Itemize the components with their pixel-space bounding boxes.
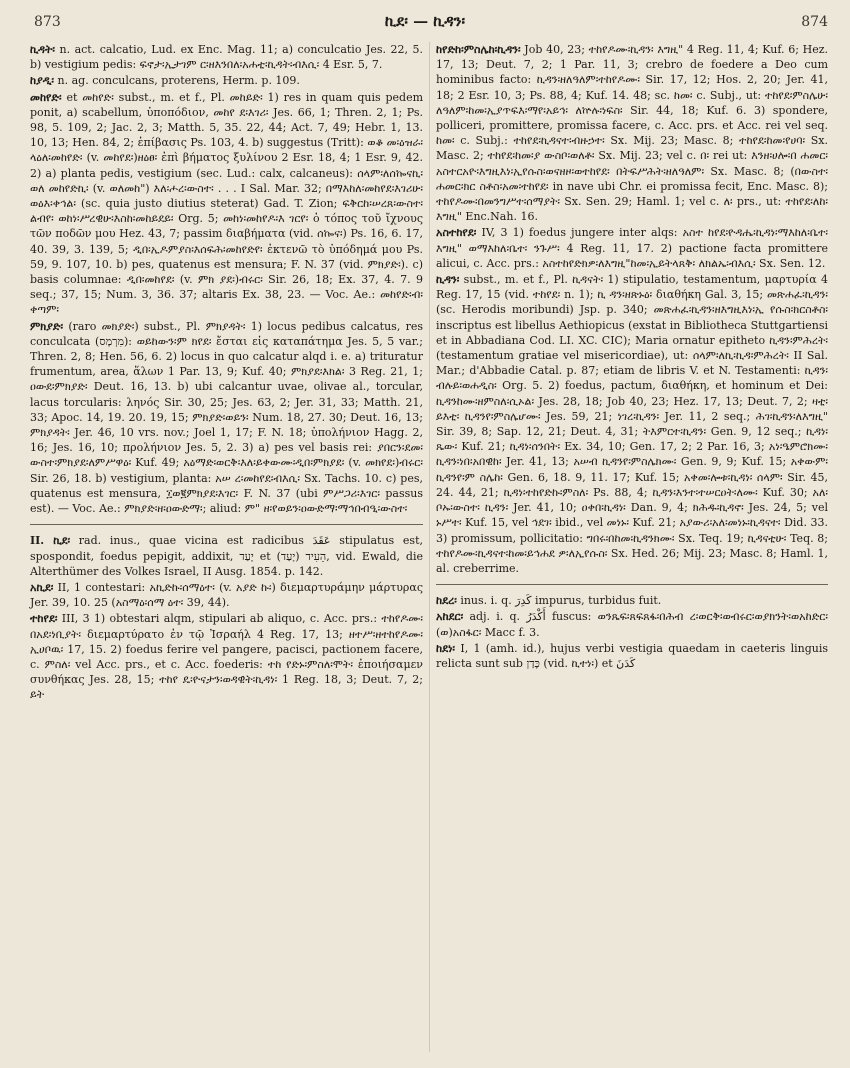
- dictionary-entry: [30, 580, 423, 610]
- entry-text: subst., m. et f., Pl. ኪዳናት፡ 1) stipulatio, testamentum, μαρτυρία 4 Reg. 17, 15 (vid. ተከየደ፡ n. 1); ኪ ዳን፡ዘጽኑዕ፡ διαθήκη Gal. 3, 15; መጽሐፈ፡ኪዳን፡ (sc. Herodis moribundi) Jsp. p. 340; መጽሐፈ፡ኪዳን፡ዘእግዚእነ፡ኢ የሱስ፡ክርስቶስ፡ inscriptus est libellus Aethiopicus (exstat in Bibliotheca Stuttgartiensi et in Abbadiana Cod. LI. XC. CIC); Maria ornatur epitheto ኪዳን፡ምሕረት፡ (testamentum gratiae vel misericordiae), ut: ሰላም፡ለኪ፡ኪዳ፡ምሕረት፡ II Sal. Mar.; d'Abbadie Catal. p. 87; etiam de libris V. et N. Testamenti: ኪዳን፡ብሉይ፡ወሐዲስ፡ Org. 5. 2) foedus, pactum, διαθήκη, et hominum et Dei: ኪዳንከሙ፡ዘምስለ፡ሲኦል፡ Jes. 28, 18; Job 40, 23; Hez. 17, 13; Deut. 7, 2; ዛቲ፡ይእቲ፡ ኪዳንየ፡ምስሌሆሙ፡ Jes. 59, 21; ነገረ፡ኪዳን፡ Jer. 11, 2 seq.; ሕገ፡ኪዳን፡ለእግዚ" Sir. 39, 8; Sap. 12, 21; Deut. 4, 31; ትእምርተ፡ኪዳን፡ Gen. 9, 12 seq.; ኪዳነ፡ጼው፡ Kuf. 21; ኪዳነ፡ሰንበት፡ Ex. 34, 10; Gen. 17, 2; 2 Par. 16, 3; አነ፡ዔምሮክሙ፡ኪዳን፡ነበ፡አበዊከ፡ Jer. 41, 13; አሠብ ኪዳንየ፡ምስሌክሙ፡ Gen. 9, 9; Kuf. 15; አቀውም፡ኪዳንየ፡ም ስሌከ፡ Gen. 6, 18. 9, 11. 17; Kuf. 15; አቀመ፡ሎቱ፡ኪዳነ፡ ሰላም፡ Sir. 45, 24. 44, 21; ኪዳነ፡ተከየድኩ፡ምስለ፡ Ps. 88, 4; ኪዳን፡እንተ፡ተሠርዐት፡ለሙ፡ Kuf. 30; አለ፡ቦኡ፡ውስተ፡ ኪዳን፡ Jer. 41, 10; ዐቀበ፡ኪዳነ፡ Dan. 9, 4; ክሕዱ፡ኪዳኖ፡ Jes. 24, 5; vel ኑሥተ፡ Kuf. 15, vel ኅደገ፡ ibid., vel መነኑ፡ Kuf. 21; አያውሪ፡አለ፡መነኑ፡ኪዳናተ፡ Did. 33. 3) promissum, pollicitatio: ግበሩ፡በከመ፡ኪዳንክሙ፡ Sx. Teq. 19; ኪዳናቲሁ፡ Teq. 8; ተከየዶሙ፡ኪዳናተ፡ከመ፡ይኅሐደ ዎ፡ለኢየሱስ፡ Sx. Hed. 26; Mij. 23; Masc. 8; Haml. 1, al. creberrime.: [436, 273, 828, 575]
- left-column: [30, 42, 423, 704]
- entry-text: inus. i. q. كَدِرَ impurus, turbidus fuit.: [460, 594, 662, 608]
- dictionary-entry: [436, 42, 828, 224]
- section-divider: [30, 524, 423, 525]
- dictionary-entry: [436, 272, 828, 576]
- entry-lemma: ኪዳን፡: [436, 273, 460, 287]
- dictionary-entry: [30, 533, 423, 579]
- running-head: ኪደ፡ — ኪዳን፡: [384, 12, 466, 30]
- entry-lemma: ከደነ፡: [436, 641, 456, 655]
- page-number-right: 874: [801, 14, 828, 30]
- right-column: [436, 42, 828, 672]
- entry-lemma: መከየድ፡: [30, 90, 62, 104]
- entry-lemma: ኪዳት፡: [30, 43, 55, 56]
- dictionary-entry: [30, 611, 423, 702]
- column-divider: [429, 42, 430, 1052]
- entry-text: rad. inus., quae vicina est radicibus عَقَدَ stipulatus est, spospondit, foedus pepigit, addixit, יָעַד et (יָעַד) הֵעִיד, vid. Ewald, die Alterthümer des Volkes Israel, II Ausg. 1854. p. 142.: [30, 534, 424, 578]
- entry-lemma: II. ኪደ፡: [30, 534, 71, 548]
- entry-lemma: ተከየደ፡: [30, 612, 58, 626]
- page-number-left: 873: [34, 14, 61, 30]
- entry-text: n. ag. conculcans, proterens, Herm. p. 109.: [57, 74, 300, 88]
- dictionary-entry: [30, 90, 423, 318]
- entry-text: et መከየድ፡ subst., m. et f., Pl. መከይድ፡ 1) res in quam quis pedem ponit, a) scabellum, ὑποπόδιον, መከየ ደ፡እገሪ፡ Jes. 66, 1; Thren. 2, 1; Ps. 98, 5. 109, 2; Jac. 2, 3; Matth. 5, 35. 22, 44; Act. 7, 49; Hebr. 1, 13. 10, 13; Hen. 84, 2; ἐπίβασις Ps. 103, 4. b) suggestus (Tritt): ወቆ መ፡ዕዝራ፡ላዕለ፡መከየድ፡ (v. መከየደ፡)ዘዕፀ፡ ἐπὶ βήματος ξυλίνου 2 Esr. 18, 4; 1 Esr. 9, 42. 2) a) planta pedis, vestigium (sec. Lud.: calx, calcaneus): ሰላም፡ለሰኰናኪ፡ወለ መከየድኪ፡ (v. ወለመከ") እለ፡ሖረ፡ውስተ፡ . . . I Sal. Mar. 32; በማእከለ፡መከየደ፡እገሪሁ፡ወዕእ፡ቀኅል፡ (sc. quia justo diutius steterat) Gad. T. Zion; ፍቅርከ፡ሠረጸ፡ውስተ፡ልብየ፡ ወከነ፡ሥረዊሁ፡እስከ፡መከይደይ፡ Org. 5; መከነ፡መከየዶ፡እ ገርየ፡ ὁ τόπος τοῦ ἴχνους τῶν ποδῶν μου Hez. 43, 7; passim διαβήματα (vid. ሰኰና፡) Ps. 16, 6. 17, 40. 39, 3. 139, 5; ዲበ፡ኢዶምያስ፡እሰፍሕ፡መከየድየ፡ ἐκτενῶ τὸ ὑπόδημά μου Ps. 59, 9. 107, 10. b) pes, quatenus est mensura; F. N. 37 (vid. ምክያድ፡). c) basis columnae: ዲበ፡መከየደ፡ (v. ምክ ያደ፡)ብሩር፡ Sir. 26, 18; Ex. 37, 4. 7. 9 seq.; 37, 15; Num. 3, 36. 37; altaris Ex. 38, 23. — Voc. Ae.: መከየድ፡ብ፡ቀጣም፡: [30, 90, 424, 317]
- entry-text: n. act. calcatio, Lud. ex Enc. Mag. 11; a) conculcatio Jes. 22, 5. b) vestigium pedis: ፍኖታ፡ኢታገም ር፡ዘእንበለ፡አሐቲ፡ኪዳት፡ብእሲ፡ 4 Esr. 5, 7.: [30, 43, 423, 72]
- entry-lemma: ምክያድ፡: [30, 319, 64, 333]
- entry-text: I, 1 (amh. id.), hujus verbi vestigia quaedam in caeteris linguis relicta sunt sub כָּדַן (vid. ኪተነ፡) et كَدَنَ: [436, 641, 829, 670]
- entry-text: II, 1 contestari: አኪድኩ፡ሰማዕተ፡ (v. አያድ ኩ፡) διεμαρτυράμην μάρτυρας Jer. 39, 10. 25 (አስማዕ፡ሰማ ዕተ፡ 39, 44).: [30, 580, 423, 610]
- entry-text: III, 3 1) obtestari alqm, stipulari ab aliquo, c. Acc. prs.: ተከየዶሙ፡በአደ፡ነቢያት፡ διεμαρτύρατο ἐν τῷ Ἰσραήλ 4 Reg. 17, 13; ዘተሥ፡ዘተከየዶሙ፡ኢሀቦዉ፡ 17, 15. 2) foedus ferire vel pangere, pacisci, pactionem facere, c. ምስለ፡ vel Acc. prs., et c. Acc. foederis: ተከ የድኑ፡ምስለ፡ሞት፡ ἐποιήσαμεν συνθήκας Jes. 28, 15; ተከየ ዴ፡ዮናታን፡ወዳዊት፡ኪዳነ፡ 1 Reg. 18, 3; Deut. 7, 2; ይት: [30, 612, 423, 702]
- dictionary-entry: [436, 593, 828, 608]
- entry-text: (raro መክያድ፡) subst., Pl. ምክያዳት፡ 1) locus pedibus calcatus, res conculcata (מִרְמָס): ወይከውን፡ም ክየደ፡ ἔσται εἰς καταπάτημα Jes. 5, 5 var.; Thren. 2, 8; Hen. 56, 6. 2) locus in quo calcatur alqd i. e. a) trituratur frumentum, area, ἅλων 1 Par. 13, 9; Kuf. 40; ምክያደ፡እክል፡ 3 Reg. 21, 1; ዐውደ፡ምክያድ፡ Deut. 16, 13. b) ubi calcantur uvae, olivae al., torcular, lacus torcularis: ληνός Sir. 30, 25; Jes. 63, 2; Jer. 31, 33; Matth. 21, 33; Apoc. 14, 19. 20. 19, 15; ምክያድ፡ወይን፡ Num. 18, 27. 30; Deut. 16, 13; ምክያዳት፡ Jer. 46, 10 vrs. nov.; Joel 1, 17; F. N. 18; ὑπολήνιον Hagg. 2, 16; Jes. 16, 10; προλήνιον Jes. 5, 2. 3) a) pes vel basis rei: ያበርን፡ደመ፡ውስተ፡ምክያደ፡ለምሥዋዕ፡ Kuf. 49; አዕማድ፡ወርቅ፡እለ፡ይቀውሙ፡ዲበ፡ምክያደ፡ (v. መክየደ፡)ብሩር፡ Sir. 26, 18. b) vestigium, planta: አሠ ረ፡መከየደ፡ብእሲ፡ Sx. Tachs. 10. c) pes, quatenus est mensura, ፲ወ፪ምክያደ፡እገር፡ F. N. 37 (ubi ምሥጋሪ፡እገር፡ passus est). — Voc. Ae.: ምክያድ፡ዘ፡ዐውድማ፡; aliud: ም" ዘ፡የወይን፡ዐውድማ፡ማኅበብዒ፡ውስተ፡: [30, 319, 424, 516]
- entry-text: IV, 3 1) foedus jungere inter alqs: አስተ ከየደ፡ዮዳሔ፡ኪዳነ፡ማእከለ፡ቤተ፡እግዚ" ወማእከለ፡ቤተ፡ ንጉሥ፡ 4 Reg. 11, 17. 2) pactione facta promittere alicui, c. Acc. prs.: አስተከየድክዎ፡ለእግዚ"ከመ፡ኢይትላጸቅ፡ ለክልኤ፡ብእሲ፡ Sx. Sen. 12.: [436, 226, 829, 270]
- entry-lemma: አከደር፡: [436, 610, 464, 624]
- entry-lemma: ከየድከ፡ምስሌከ፡ኪዳን፡: [436, 43, 521, 56]
- dictionary-entry: [30, 42, 423, 72]
- entry-lemma: አኪደ፡: [30, 580, 54, 594]
- section-divider: [436, 584, 828, 585]
- entry-lemma: ከያዲ፡: [30, 74, 55, 88]
- dictionary-entry: [436, 225, 828, 271]
- entry-lemma: አስተከየደ፡: [436, 226, 477, 240]
- dictionary-entry: [436, 641, 828, 671]
- entry-text: Job 40, 23; ተከየዶሙ፡ኪዳን፡ እግዚ" 4 Reg. 11, 4; Kuf. 6; Hez. 17, 13; Deut. 7, 2; 1 Par. 11, 3; crebro de foedere a Deo cum hominibus facto: ኪዳን፡ዘለዓለም፡ተከየዶሙ፡ Sir. 17, 12; Hos. 2, 20; Jer. 41, 18; 2 Esr. 10, 3; Ps. 88, 4; Kuf. 14. 48; sc. ከመ፡ c. Subj., ut: ተከየደ፡ምስሌሁ፡ለዓለም፡ከመ፡ኢያጥፍእ፡ማየ፡አይኅ፡ ለኵሉ፡ነፍስ፡ Sir. 44, 18; Kuf. 6. 3) spondere, polliceri, promittere, promissa facere, c. Acc. prs. et Acc. rei vel seq. ከመ፡ c. Subj.: ተከየደ፡ኪዳናተ፡ብዙኃተ፡ Sx. Mij. 23; Masc. 8; ተከየደ፡ከመ፡የሀባ፡ Sx. Masc. 2; ተከየደ፡ከመ፡ያ ውስቦ፡ወለቶ፡ Sx. Mij. 23; vel c. በ፡ rei ut: እንዘ፡ሀሎ፡በ ሐመር፡አስተርአዮ፡እግዚእነ፡ኢየሱስ፡ወናዘዞ፡ወተከየደ፡ በትፍሥሕት፡ዘለዓለም፡ Sx. Masc. 8; (በውስተ፡ሐመር፡ክር ስቶስ፡አመ፡ተከየደ፡ in nave ubi Chr. ei promissa fecit, Enc. Masc. 8); ተከየዶሙ፡በመንግሥተ፡ሰማያት፡ Sx. Sen. 29; Haml. 1; vel c. ለ፡ prs., ut: ተከየደ፡ለከ፡እግዚ" Enc.Nah. 16.: [436, 43, 828, 224]
- dictionary-entry: [30, 73, 423, 88]
- entry-lemma: ከደረ፡: [436, 594, 457, 608]
- dictionary-entry: [30, 319, 423, 517]
- dictionary-entry: [436, 609, 828, 639]
- entry-text: adj. i. q. أَكْدَرُ fuscus: ወንጼፍ፡ጸፍጸፋ፡በሕብ ረ፡ወርቅ፡ወብሩር፡ወያክንት፡ወአከድር፡(ወ)አስፋር፡ Macc f. 3.: [436, 610, 828, 639]
